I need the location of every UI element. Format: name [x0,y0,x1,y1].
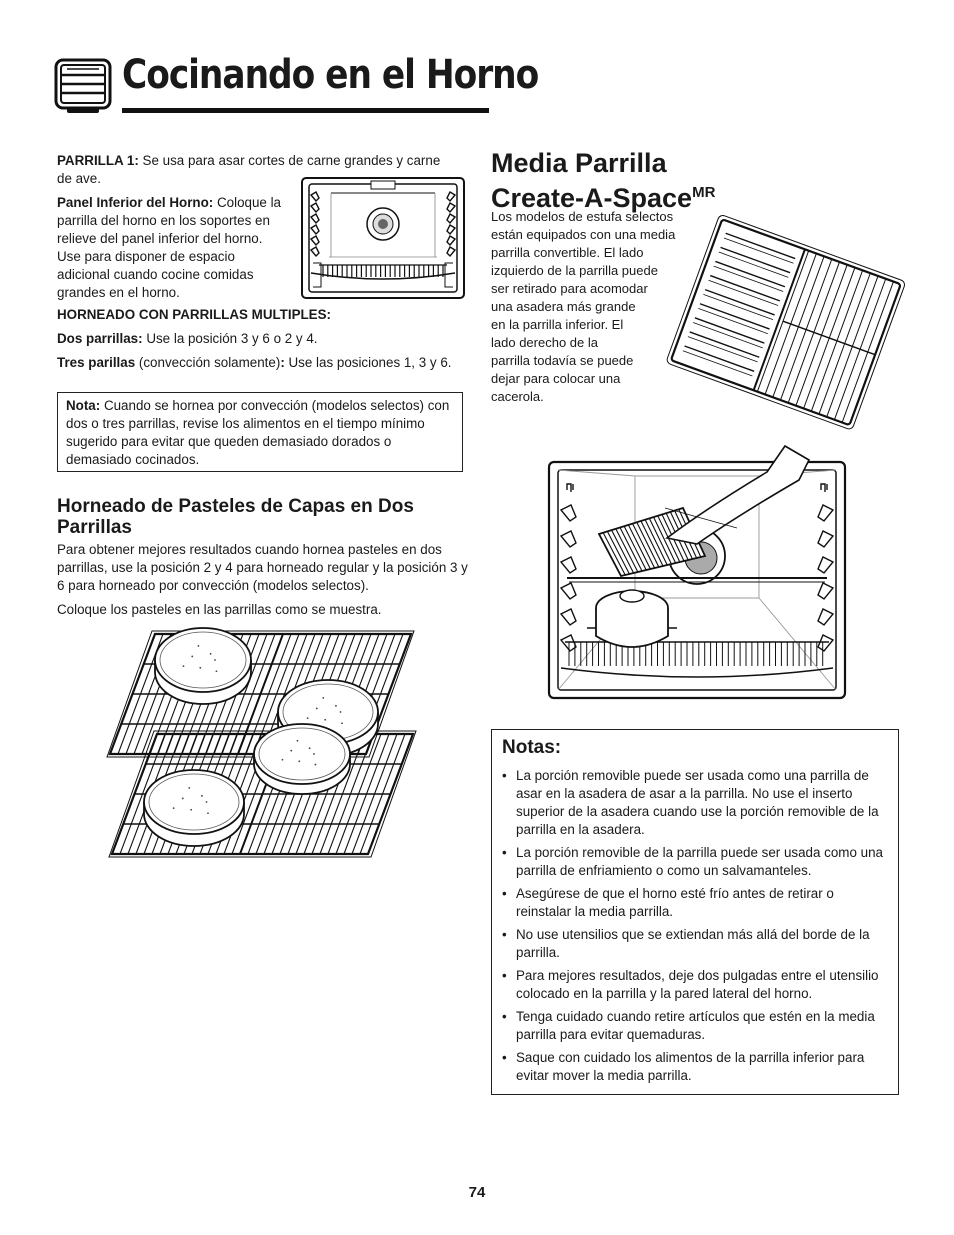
panel-line-5: adicional cuando cocine comidas [57,267,254,282]
panel-line-2: parrilla del horno en los soportes en [57,213,270,228]
half-rack-heading [491,149,791,213]
oven-icon [53,57,113,115]
page-number: 74 [468,1184,486,1201]
convection-note-box [57,392,463,472]
list-item: • Saque con cuidado los alimentos de la parrilla inferior para evitar mover la media parrilla. [502,1049,888,1085]
list-item: • La porción removible de la parrilla puede ser usada como una parrilla de enfriamiento o como un salvamanteles. [502,844,888,880]
tres-colon: : [280,355,285,370]
panel-line-1: Coloque la [216,195,282,210]
half-rack-heading-line1: Media Parrilla [491,148,667,178]
tres-label: Tres parillas [57,355,136,370]
page-title: Cocinando en el Horno [122,52,539,98]
multi-rack-heading: HORNEADO CON PARRILLAS MULTIPLES: [57,307,332,322]
panel-line-4: Use para disponer de espacio [57,249,235,264]
list-item: • No use utensilios que se extiendan más allá del borde de la parrilla. [502,926,888,962]
oven-bottom-panel-illustration [301,177,465,299]
cakes-heading: Horneado de Pasteles de Capas en Dos Parrillas [57,496,414,538]
notes-box [491,729,899,1095]
title-underline [122,108,489,113]
dos-label: Dos parrillas: [57,331,143,346]
dos-parrillas-line [57,330,457,348]
dos-text: Use la posición 3 y 6 o 2 y 4. [142,331,318,346]
half-rack-illustration [660,218,905,430]
trademark-mark: MR [692,184,716,201]
cakes-placement-text: Coloque los pasteles en las parrillas como se muestra. [57,602,382,617]
half-rack-intro: Los modelos de estufa selectos están equipados con una media parrilla convertible. El lado izquierdo de la parrilla puede ser retirado para acomodar una asadera más grande en la parrilla inferior. El lado derecho de la parrilla todavía se puede dejar para colocar una cacerola. [491,209,676,404]
half-rack-heading-line2: Create-A-Space [491,183,693,213]
notes-title: Notas: [502,737,562,758]
parrilla1-label: PARRILLA 1: [57,153,139,168]
tres-mid: (convección solamente) [135,355,281,370]
panel-paragraph [57,194,297,302]
note-label: Nota: [66,398,101,413]
panel-line-6: grandes en el horno. [57,285,180,300]
panel-label: Panel Inferior del Horno: [57,195,214,210]
tres-text: Use las posiciones 1, 3 y 6. [284,355,452,370]
parrilla1-text: Se usa para asar cortes de carne grandes y carne de ave. [57,153,441,186]
list-item: • Asegúrese de que el horno esté frío antes de retirar o reinstalar la media parrilla. [502,885,888,921]
two-rack-cakes-illustration [108,630,414,858]
panel-line-3: relieve del panel inferior del horno. [57,231,263,246]
note-text: Cuando se hornea por convección (modelos selectos) con dos o tres parrillas, revise los alimentos en el tiempo mínimo sugerido para evitar que queden demasiado dorados o demasiado cocinados. [66,398,450,467]
list-item: • Tenga cuidado cuando retire artículos que estén en la media parrilla para evitar quemaduras. [502,1008,888,1044]
notes-list [502,767,888,1085]
oven-half-rack-illustration [547,446,847,700]
cakes-paragraph: Para obtener mejores resultados cuando hornea pasteles en dos parrillas, use la posición 2 y 4 para horneado regular y la posición 3 y 6 para horneado por convección (modelos selectos). [57,542,468,593]
list-item: • La porción removible puede ser usada como una parrilla de asar en la asadera de asar a la parrilla. No use el inserto superior de la asadera cuando use la porción removible de la parrilla en la asadera. [502,767,888,839]
tres-parillas-line [57,354,467,372]
list-item: • Para mejores resultados, deje dos pulgadas entre el utensilio colocado en la parrilla y la pared lateral del horno. [502,967,888,1003]
